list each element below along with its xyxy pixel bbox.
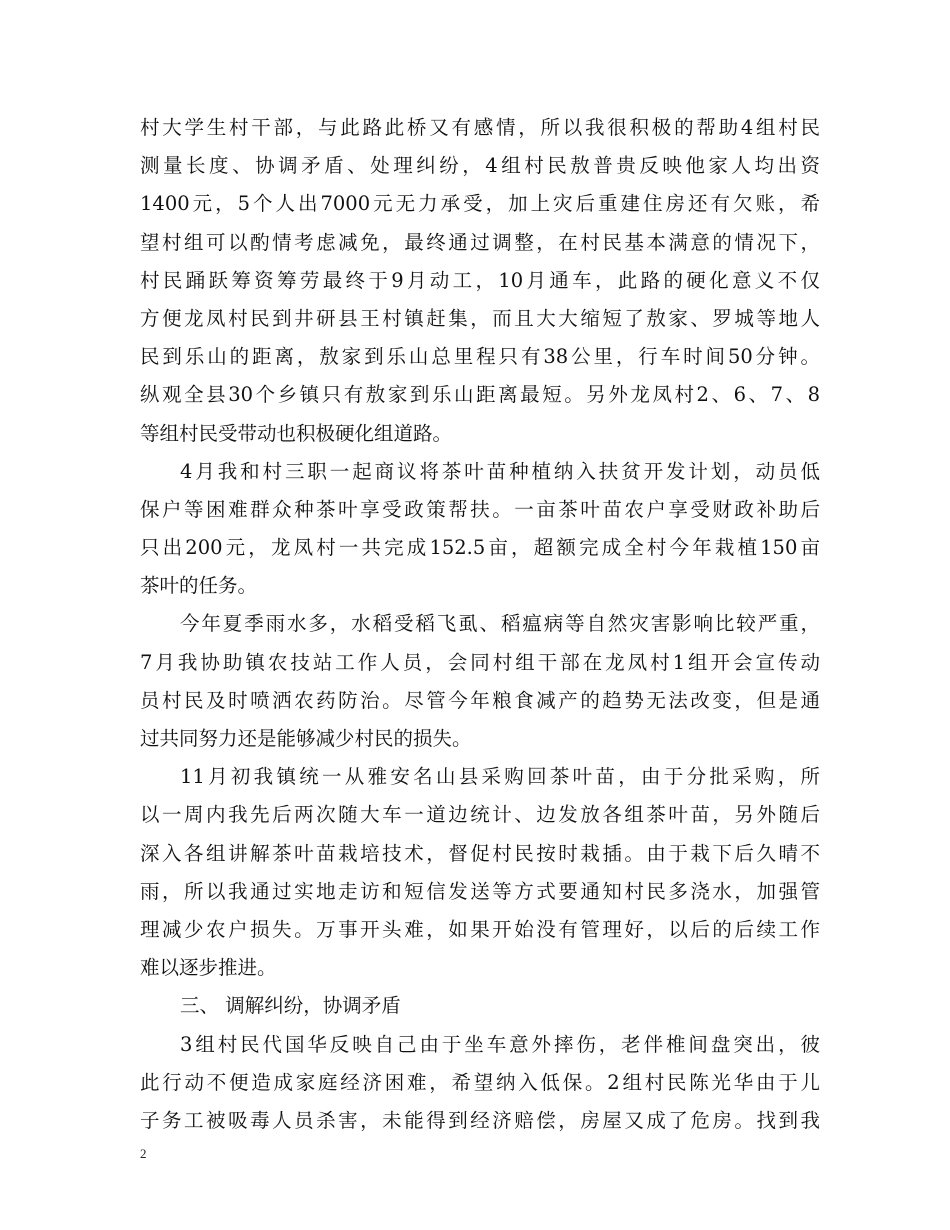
text-line: 此行动不便造成家庭经济困难，希望纳入低保。2组村民陈光华由于儿 [140, 1070, 820, 1094]
text-line: 等组村民受带动也积极硬化组道路。 [140, 421, 453, 445]
text-line: 纵观全县30个乡镇只有敖家到乐山距离最短。另外龙凤村2、6、7、8 [140, 383, 820, 407]
document-body [140, 109, 820, 1140]
text-line: 深入各组讲解茶叶苗栽培技术，督促村民按时栽插。由于栽下后久晴不 [140, 841, 820, 865]
text-line: 员村民及时喷洒农药防治。尽管今年粮食减产的趋势无法改变，但是通 [140, 688, 820, 712]
text-line: 方便龙凤村民到井研县王村镇赶集，而且大大缩短了敖家、罗城等地人 [140, 306, 820, 330]
text-line: 今年夏季雨水多，水稻受稻飞虱、稻瘟病等自然灾害影响比较严重， [180, 612, 820, 636]
text-line: 难以逐步推进。 [140, 956, 277, 980]
text-line: 望村组可以酌情考虑减免，最终通过调整，在村民基本满意的情况下， [140, 230, 820, 254]
paragraph-4 [140, 758, 820, 987]
text-line: 7月我协助镇农技站工作人员，会同村组干部在龙凤村1组开会宣传动 [140, 650, 820, 674]
section-heading: 三、 调解纠纷，协调矛盾 [180, 994, 401, 1018]
text-line: 测量长度、协调矛盾、处理纠纷，4组村民敖普贵反映他家人均出资 [140, 154, 820, 178]
text-line: 11月初我镇统一从雅安名山县采购回茶叶苗，由于分批采购，所 [180, 765, 820, 789]
text-line: 村大学生村干部，与此路此桥又有感情，所以我很积极的帮助4组村民 [140, 116, 820, 139]
text-line: 保户等困难群众种茶叶享受政策帮扶。一亩茶叶苗农户享受财政补助后 [140, 497, 820, 521]
paragraph-1 [140, 109, 820, 453]
paragraph-3 [140, 605, 820, 758]
text-line: 雨，所以我通过实地走访和短信发送等方式要通知村民多浇水，加强管 [140, 879, 820, 903]
text-line: 茶叶的任务。 [140, 574, 258, 598]
text-line: 村民踊跃筹资筹劳最终于9月动工，10月通车，此路的硬化意义不仅 [140, 268, 820, 292]
paragraph-5 [140, 1026, 820, 1141]
text-line: 以一周内我先后两次随大车一道边统计、边发放各组茶叶苗，另外随后 [140, 803, 820, 827]
text-line: 4月我和村三职一起商议将茶叶苗种植纳入扶贫开发计划，动员低 [180, 459, 820, 483]
paragraph-2 [140, 453, 820, 606]
text-line: 3组村民代国华反映自己由于坐车意外摔伤，老伴椎间盘突出，彼 [180, 1032, 820, 1056]
text-line: 只出200元，龙凤村一共完成152.5亩，超额完成全村今年栽植150亩 [140, 536, 820, 560]
text-line: 1400元，5个人出7000元无力承受，加上灾后重建住房还有欠账，希 [140, 192, 820, 216]
text-line: 子务工被吸毒人员杀害，未能得到经济赔偿，房屋又成了危房。找到我 [140, 1108, 820, 1132]
text-line: 民到乐山的距离，敖家到乐山总里程只有38公里，行车时间50分钟。 [140, 345, 820, 369]
text-line: 过共同努力还是能够减少村民的损失。 [140, 727, 472, 750]
text-line: 理减少农户损失。万事开头难，如果开始没有管理好，以后的后续工作 [140, 917, 820, 941]
page-number: 2 [140, 1146, 147, 1161]
